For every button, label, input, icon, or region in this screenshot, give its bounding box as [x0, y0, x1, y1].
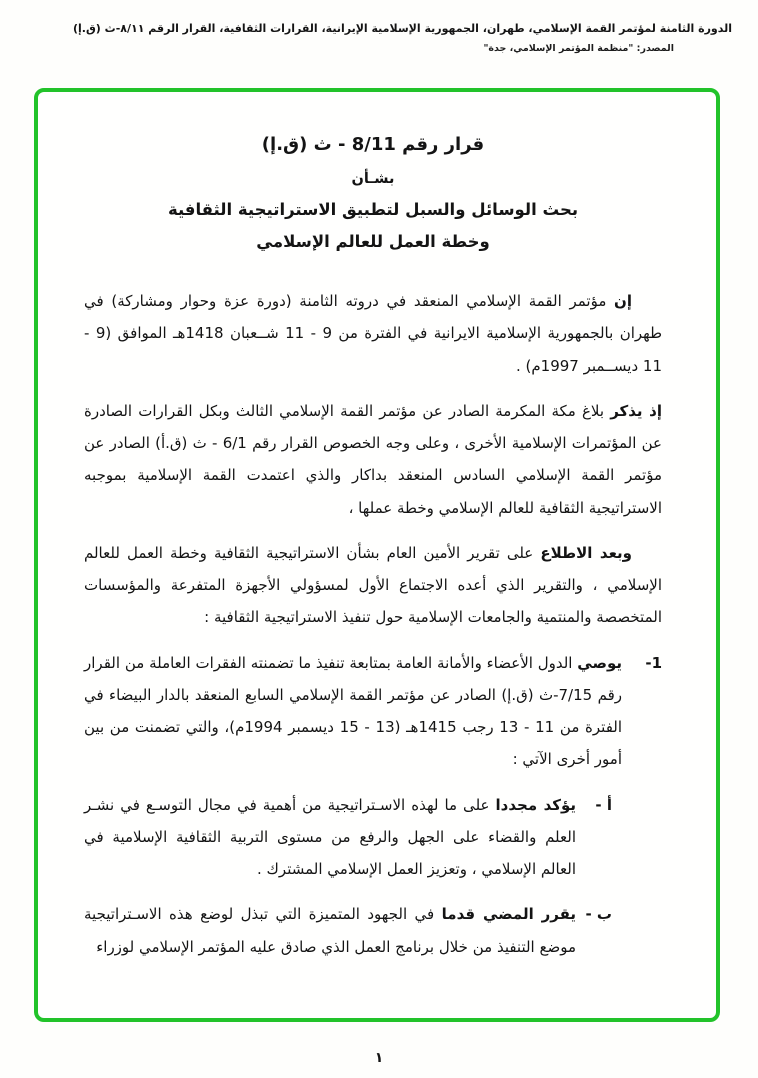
- having-reviewed-lead: وبعد الاطلاع: [540, 543, 633, 562]
- item-b-marker: ب -: [585, 905, 612, 924]
- item-b-lead: يقرر المضي قدما: [441, 905, 577, 924]
- resolution-number-title: قرار رقم 8/11 - ث (ق.إ): [261, 134, 485, 155]
- having-reviewed-text: على تقرير الأمين العام بشأن الاستراتيجية الثقافية وخطة العمل للعالم الإسلامي ، والتقرير الذي أعده الاجتماع الأول لمسؤولي الأجهزة المتفرعة والمؤسسات المتخصصة والمنتمية والجامعات الإسلامية حول تنفيذ الاستراتيجية الثقافية :: [84, 543, 662, 627]
- item-a-body: [84, 789, 576, 886]
- recalling-paragraph: [84, 395, 662, 524]
- item-b-text: في الجهود المتميزة التي تبذل لوضع هذه الاسـتراتيجية موضع التنفيذ من خلال برنامج العمل الذي صادق عليه المؤتمر الإسلامي لوزراء: [84, 905, 576, 956]
- page-number: ١: [374, 1050, 384, 1066]
- item-a-marker: أ -: [595, 795, 612, 814]
- title-subject-line-1: بحث الوسائل والسبل لتطبيق الاستراتيجية الثقافية: [167, 200, 579, 219]
- item-1-body: [84, 647, 622, 776]
- having-reviewed-paragraph: [84, 537, 662, 634]
- item-1-lead: يوصي: [577, 653, 622, 672]
- lettered-item-a: [84, 789, 612, 886]
- item-a-lead: يؤكد مجددا: [495, 795, 576, 814]
- header-session-line: الدورة الثامنة لمؤتمر القمة الإسلامي، طهران، الجمهورية الإسلامية الإيرانية، القرارات الثقافية، القرار الرقم ٨/١١-ث (ق.إ): [72, 22, 732, 35]
- preamble-lead: إن: [614, 292, 632, 310]
- title-subject-line-2: وخطة العمل للعالم الإسلامي: [256, 232, 490, 251]
- numbered-item-1: [84, 647, 662, 776]
- lettered-item-b: [84, 898, 612, 963]
- recalling-lead: إذ يذكر: [610, 401, 662, 420]
- item-b-body: [84, 898, 576, 963]
- resolution-frame: [34, 88, 720, 1022]
- item-1-text: الدول الأعضاء والأمانة العامة بمتابعة تنفيذ ما تضمنته الفقرات العاملة من القرار رقم 7/15-ث (ق.إ) الصادر عن مؤتمر القمة الإسلامي السابع المنعقد بالدار البيضاء في الفترة من 11 - 13 رجب 1415هـ (13 - 15 ديسمبر 1994م)، والتي تضمنت من بين أمور أخرى الآتي :: [84, 653, 623, 769]
- recalling-text: بلاغ مكة المكرمة الصادر عن مؤتمر القمة الإسلامي الثالث وبكل القرارات الصادرة عن المؤتمرات الإسلامية الأخرى ، وعلى وجه الخصوص القرار رقم 6/1 - ث (ق.أ) الصادر عن مؤتمر القمة الإسلامي السادس المنعقد بداكار والذي اعتمدت القمة الإسلامية بموجبه الاستراتيجية الثقافية للعالم الإسلامي وخطة عملها ،: [84, 401, 662, 517]
- preamble-text: مؤتمر القمة الإسلامي المنعقد في دروته الثامنة (دورة عزة وحوار ومشاركة) في طهران بالجمهورية الإسلامية الايرانية في الفترة من 9 - 11 شــعبان 1418هـ الموافق (9 - 11 ديســمبر 1997م) .: [84, 292, 663, 375]
- title-regarding: بشـأن: [351, 171, 395, 187]
- header-source-line: المصدر: "منظمة المؤتمر الإسلامي، جدة": [483, 43, 674, 54]
- title-block: [84, 134, 662, 251]
- page-footer: [0, 1050, 758, 1066]
- document-header: [26, 22, 732, 54]
- item-a-text: على ما لهذه الاسـتراتيجية من أهمية في مجال التوسـع في نشـر العلم والقضاء على الجهل والرفع من مستوى التربية الثقافية الإسلامية في العالم الإسلامي ، وتعزيز العمل الإسلامي المشترك .: [84, 795, 576, 878]
- item-1-marker: 1-: [645, 653, 662, 672]
- preamble-paragraph: [84, 285, 662, 382]
